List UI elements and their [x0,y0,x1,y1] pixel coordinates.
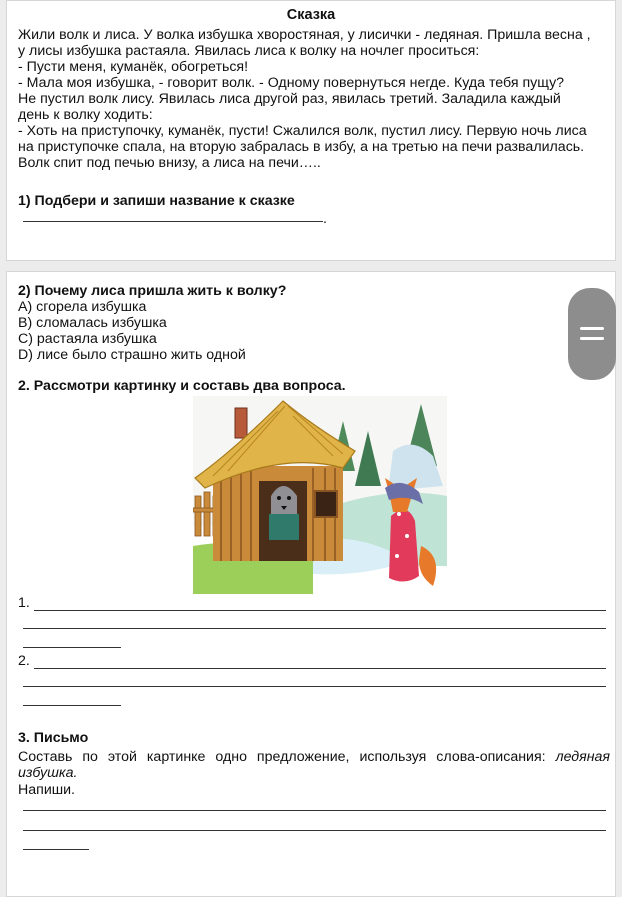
task4-heading: 3. Письмо [18,730,89,746]
scroll-handle[interactable] [568,288,616,380]
task1-question: 1) Подбери и запиши название к сказке [18,193,295,209]
story-line: у лисы избушка растаяла. Явилась лиса к волку на ночлег проситься: [18,43,480,59]
wolf-fox-hut-illustration [193,396,447,594]
task4-words: ледяная избушка. [18,749,610,781]
story-line: - Пусти меня, куманёк, обогреться! [18,59,249,75]
answer-line[interactable] [23,628,606,629]
answer-line[interactable] [34,610,606,611]
answer-line[interactable] [23,686,606,687]
story-line: Не пустил волк лису. Явилась лиса другой раз, явилась третий. Заладила каждый [18,91,561,107]
story-title: Сказка [286,7,336,23]
story-line: Жили волк и лиса. У волка избушка хворостяная, у лисички - ледяная. Пришла весна , [18,27,591,43]
question-2-number: 2. [18,653,30,669]
answer-line[interactable] [23,810,606,811]
answer-line[interactable] [23,830,606,831]
option-c: C) растаяла избушка [18,331,157,347]
task2-question: 2) Почему лиса пришла жить к волку? [18,283,287,299]
option-d: D) лисе было страшно жить одной [18,347,246,363]
option-a: A) сгорела избушка [18,299,147,315]
answer-line[interactable] [23,647,121,648]
story-line: Волк спит под печью внизу, а лиса на печи….. [18,155,321,171]
answer-line[interactable] [34,668,606,669]
grip-icon [580,327,604,330]
answer-line[interactable] [23,705,121,706]
task4-instruction [18,749,610,781]
task3-heading: 2. Рассмотри картинку и составь два вопроса. [18,378,346,394]
task4-instruction-text: Составь по этой картинке одно предложение, используя слова-описания: [18,749,546,765]
story-line: день к волку ходить: [18,107,153,123]
answer-line[interactable] [23,221,323,222]
task1-end-mark: . [323,211,327,227]
grip-icon [580,337,604,340]
question-1-number: 1. [18,595,30,611]
option-b: B) сломалась избушка [18,315,167,331]
story-line: - Хоть на приступочку, куманёк, пусти! Сжалился волк, пустил лису. Первую ночь лиса [18,123,587,139]
answer-line[interactable] [23,849,89,850]
task4-write: Напиши. [18,782,75,798]
story-line: - Мала моя избушка, - говорит волк. - Одному повернуться негде. Куда тебя пущу? [18,75,565,91]
story-line: на приступочке спала, на вторую забралась в избу, а на третью на печи развалилась. [18,139,585,155]
